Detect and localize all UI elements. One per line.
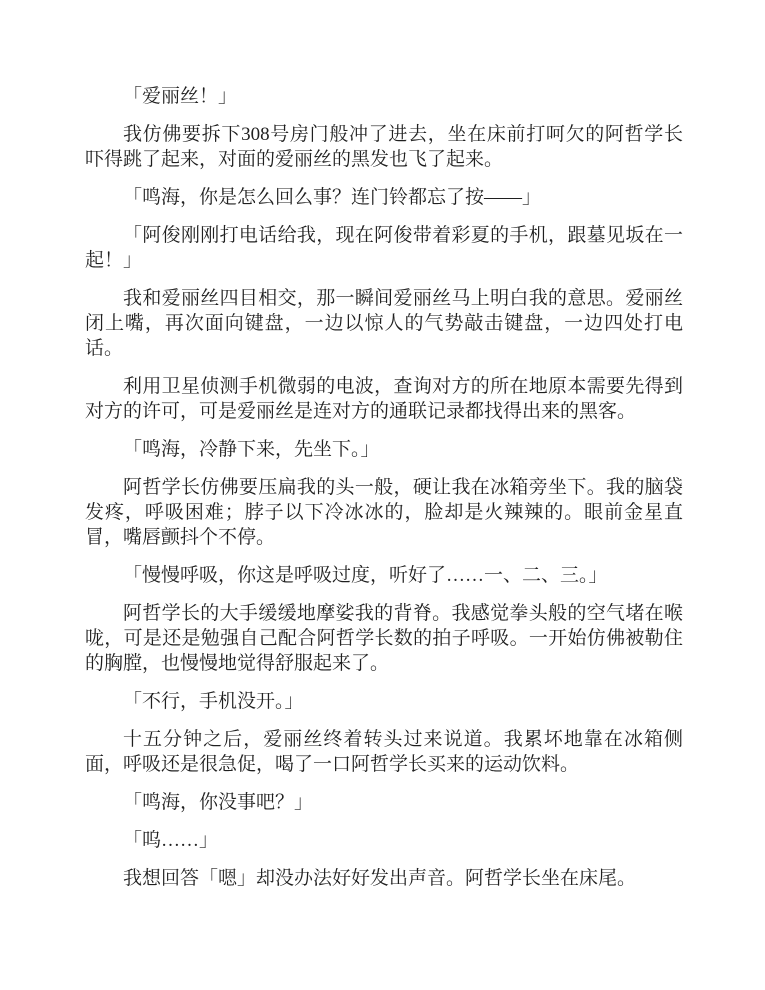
paragraph-dialogue: 「阿俊刚刚打电话给我，现在阿俊带着彩夏的手机，跟墓见坂在一起！」 xyxy=(85,225,683,271)
paragraph-narration: 我想回答「嗯」却没办法好好发出声音。阿哲学长坐在床尾。 xyxy=(123,868,637,889)
paragraph-dialogue: 「呜……」 xyxy=(123,830,219,851)
paragraph-dialogue: 「鸣海，你是怎么回么事？连门铃都忘了按——」 xyxy=(123,187,542,208)
paragraph-narration: 我仿佛要拆下308号房门般冲了进去，坐在床前打呵欠的阿哲学长吓得跳了起来，对面的爱丽丝的黑发也飞了起来。 xyxy=(85,124,683,170)
paragraph-dialogue: 「鸣海，冷静下来，先坐下。」 xyxy=(123,439,380,460)
paragraph-narration: 我和爱丽丝四目相交，那一瞬间爱丽丝马上明白我的意思。爱丽丝闭上嘴，再次面向键盘，一边以惊人的气势敲击键盘，一边四处打电话。 xyxy=(85,288,683,359)
paragraph-dialogue: 「不行，手机没开。」 xyxy=(123,691,304,712)
paragraph-dialogue: 「慢慢呼吸，你这是呼吸过度，听好了……一、二、三。」 xyxy=(123,565,608,586)
paragraph-dialogue: 「爱丽丝！」 xyxy=(123,86,238,107)
paragraph-narration: 利用卫星侦测手机微弱的电波，查询对方的所在地原本需要先得到对方的许可，可是爱丽丝是连对方的通联记录都找得出来的黑客。 xyxy=(85,376,683,422)
paragraph-dialogue: 「鸣海，你没事吧？」 xyxy=(123,792,314,813)
paragraph-narration: 阿哲学长的大手缓缓地摩娑我的背脊。我感觉拳头般的空气堵在喉咙，可是还是勉强自己配合阿哲学长数的拍子呼吸。一开始仿佛被勒住的胸膛，也慢慢地觉得舒服起来了。 xyxy=(85,603,683,674)
paragraph-narration: 阿哲学长仿佛要压扁我的头一般，硬让我在冰箱旁坐下。我的脑袋发疼，呼吸困难；脖子以下冷冰冰的，脸却是火辣辣的。眼前金星直冒，嘴唇颤抖个不停。 xyxy=(85,477,683,548)
paragraph-narration: 十五分钟之后，爱丽丝终着转头过来说道。我累坏地靠在冰箱侧面，呼吸还是很急促，喝了一口阿哲学长买来的运动饮料。 xyxy=(85,729,683,775)
